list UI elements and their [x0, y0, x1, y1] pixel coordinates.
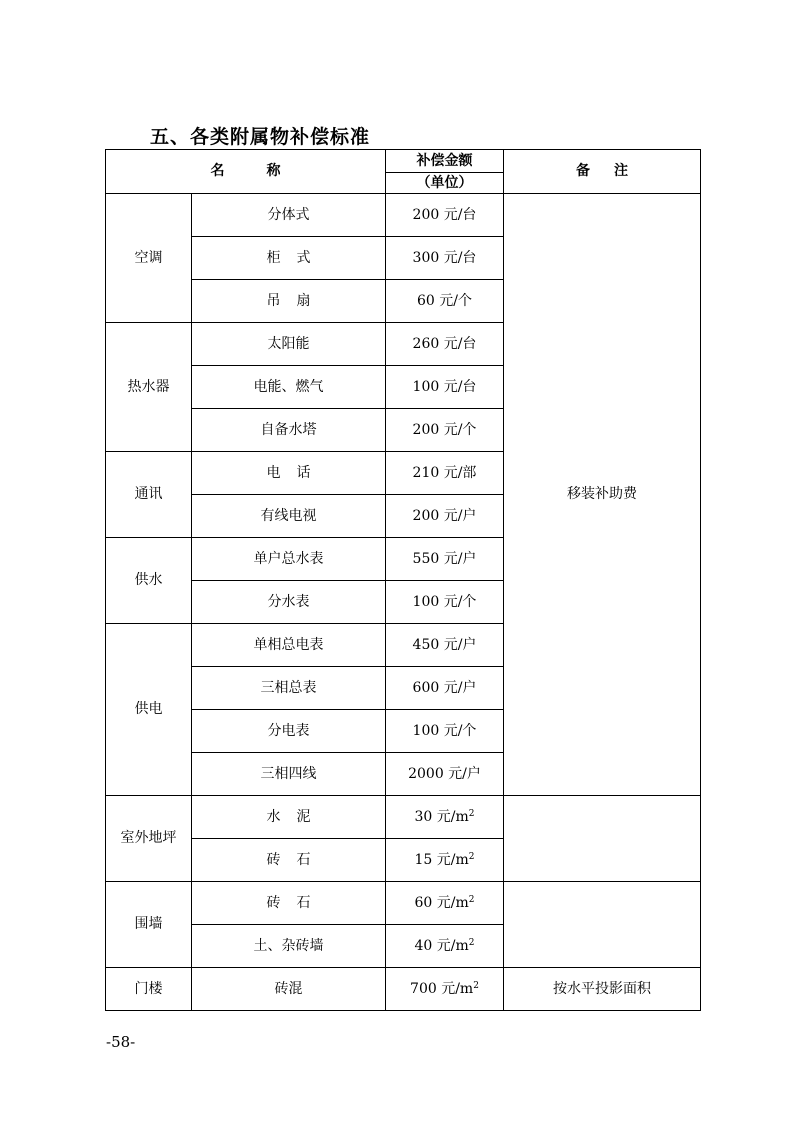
superscript: 2 — [468, 894, 475, 905]
item-name-cell: 砖混 — [192, 968, 386, 1011]
table-header-row — [106, 150, 701, 173]
amount-cell: 2000 元/户 — [386, 753, 504, 796]
amount-cell: 260 元/台 — [386, 323, 504, 366]
amount-cell — [386, 882, 504, 925]
table-row — [106, 796, 701, 839]
compensation-table — [105, 149, 701, 1011]
category-cell: 通讯 — [106, 452, 192, 538]
item-name-cell: 三相四线 — [192, 753, 386, 796]
amount-cell — [386, 925, 504, 968]
superscript: 2 — [468, 851, 475, 862]
note-cell-empty — [504, 796, 701, 882]
item-name-cell: 柜式 — [192, 237, 386, 280]
note-cell-empty — [504, 882, 701, 968]
item-name-cell: 有线电视 — [192, 495, 386, 538]
amount-cell: 300 元/台 — [386, 237, 504, 280]
amount-text: 40 元/m — [414, 937, 469, 954]
category-cell: 门楼 — [106, 968, 192, 1011]
amount-cell — [386, 968, 504, 1011]
item-name-cell: 砖石 — [192, 882, 386, 925]
amount-cell: 100 元/个 — [386, 581, 504, 624]
item-name-cell: 电能、燃气 — [192, 366, 386, 409]
item-name-cell: 电话 — [192, 452, 386, 495]
table-row — [106, 882, 701, 925]
item-name-cell: 单相总电表 — [192, 624, 386, 667]
table-row — [106, 968, 701, 1011]
amount-cell: 600 元/户 — [386, 667, 504, 710]
amount-text: 700 元/m — [410, 980, 474, 997]
superscript: 2 — [473, 980, 479, 991]
section-title: 五、各类附属物补偿标准 — [150, 126, 371, 148]
page-number: -58- — [106, 1033, 136, 1051]
category-cell: 空调 — [106, 194, 192, 323]
amount-cell: 100 元/台 — [386, 366, 504, 409]
item-name-cell: 水泥 — [192, 796, 386, 839]
item-name-cell: 吊扇 — [192, 280, 386, 323]
amount-cell: 450 元/户 — [386, 624, 504, 667]
item-name-cell: 分水表 — [192, 581, 386, 624]
item-name-cell: 分电表 — [192, 710, 386, 753]
category-cell: 热水器 — [106, 323, 192, 452]
item-name-cell: 砖石 — [192, 839, 386, 882]
category-cell: 供水 — [106, 538, 192, 624]
table-row — [106, 194, 701, 237]
amount-text: 15 元/m — [414, 851, 469, 868]
amount-cell — [386, 796, 504, 839]
category-cell: 围墙 — [106, 882, 192, 968]
amount-cell: 200 元/台 — [386, 194, 504, 237]
header-note: 备注 — [504, 150, 701, 194]
header-unit: （单位） — [386, 173, 504, 194]
item-name-cell: 三相总表 — [192, 667, 386, 710]
header-amount: 补偿金额 — [386, 150, 504, 173]
item-name-cell: 单户总水表 — [192, 538, 386, 581]
category-cell: 室外地坪 — [106, 796, 192, 882]
amount-cell: 100 元/个 — [386, 710, 504, 753]
amount-cell: 550 元/户 — [386, 538, 504, 581]
amount-text: 30 元/m — [414, 808, 469, 825]
amount-cell: 210 元/部 — [386, 452, 504, 495]
amount-cell: 200 元/户 — [386, 495, 504, 538]
note-cell-gate-building: 按水平投影面积 — [504, 968, 701, 1011]
item-name-cell: 分体式 — [192, 194, 386, 237]
amount-text: 60 元/m — [414, 894, 469, 911]
amount-cell: 200 元/个 — [386, 409, 504, 452]
superscript: 2 — [468, 808, 475, 819]
superscript: 2 — [468, 937, 475, 948]
category-cell: 供电 — [106, 624, 192, 796]
item-name-cell: 自备水塔 — [192, 409, 386, 452]
item-name-cell: 土、杂砖墙 — [192, 925, 386, 968]
amount-cell — [386, 839, 504, 882]
amount-cell: 60 元/个 — [386, 280, 504, 323]
note-cell-relocation: 移装补助费 — [504, 194, 701, 796]
header-name: 名称 — [106, 150, 386, 194]
item-name-cell: 太阳能 — [192, 323, 386, 366]
